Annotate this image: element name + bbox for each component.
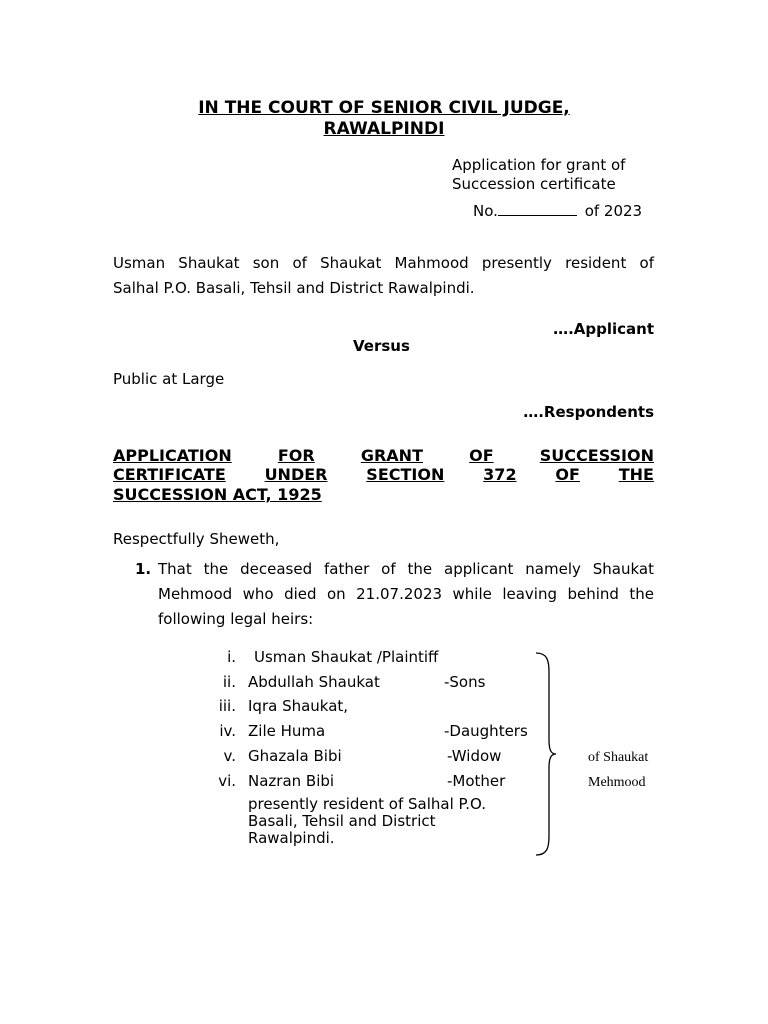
residence-line3: Rawalpindi. — [248, 829, 335, 847]
application-type-line2: Succession certificate — [452, 175, 616, 193]
heirs-residence — [248, 796, 486, 847]
heading-line2-word: 372 — [483, 465, 517, 484]
court-title-line1: IN THE COURT OF SENIOR CIVIL JUDGE, — [198, 98, 570, 118]
paragraph-1 — [158, 557, 654, 632]
salutation: Respectfully Sheweth, — [113, 530, 280, 548]
paragraph-1-line1: That the deceased father of the applicant namely Shaukat — [158, 560, 654, 578]
bracket-note-line2: Mehmood — [588, 775, 646, 790]
applicant-line1: Usman Shaukat son of Shaukat Mahmood presently resident of — [113, 254, 654, 272]
paragraph-1-line3: following legal heirs: — [158, 610, 314, 628]
residence-line2: Basali, Tehsil and District — [248, 812, 436, 830]
applicant-description — [113, 251, 654, 301]
heir-numeral: iii. — [218, 697, 236, 715]
list-item — [0, 747, 768, 767]
applicant-role: ….Applicant — [553, 320, 654, 338]
paragraph-1-line2: Mehmood who died on 21.07.2023 while leaving behind the — [158, 585, 654, 603]
court-title-line2: RAWALPINDI — [323, 119, 445, 139]
heading-line2 — [113, 465, 654, 484]
heir-role: -Widow — [447, 747, 502, 765]
application-type-line1: Application for grant of — [452, 156, 626, 174]
heir-numeral: v. — [223, 747, 236, 765]
heading-line2-word: THE — [618, 465, 654, 484]
bracket-note-line1: of Shaukat — [588, 750, 649, 765]
versus-label: Versus — [353, 337, 410, 355]
heir-numeral: vi. — [218, 772, 236, 790]
heir-name: Nazran Bibi — [248, 772, 335, 790]
heir-numeral: iv. — [219, 722, 236, 740]
list-item — [0, 722, 768, 742]
heir-numeral: i. — [227, 648, 236, 666]
case-year: of 2023 — [584, 202, 643, 220]
heir-name: Abdullah Shaukat — [248, 673, 380, 691]
heading-line1-word: FOR — [277, 446, 315, 465]
heir-name: Zile Huma — [248, 722, 326, 740]
heir-role: -Daughters — [444, 722, 528, 740]
heading-line3: SUCCESSION ACT, 1925 — [113, 485, 322, 504]
heir-name: Usman Shaukat /Plaintiff — [254, 648, 439, 666]
heading-line2-word: UNDER — [264, 465, 328, 484]
heading-line1-word: SUCCESSION — [539, 446, 654, 465]
heading-line2-word: SECTION — [366, 465, 445, 484]
heading-line1-word: GRANT — [360, 446, 423, 465]
heir-name: Iqra Shaukat, — [248, 697, 349, 715]
heir-role: -Mother — [447, 772, 506, 790]
heading-line1 — [113, 446, 654, 465]
heir-name: Ghazala Bibi — [248, 747, 342, 765]
heading-line2-word: CERTIFICATE — [113, 465, 226, 484]
respondent-name: Public at Large — [113, 370, 225, 388]
case-number-label: No. — [473, 202, 498, 220]
applicant-line2: Salhal P.O. Basali, Tehsil and District Rawalpindi. — [113, 279, 475, 297]
residence-line1: presently resident of Salhal P.O. — [248, 795, 486, 813]
list-item — [0, 697, 768, 717]
curly-brace-icon — [533, 650, 559, 858]
heading-line1-word: APPLICATION — [113, 446, 232, 465]
paragraph-number: 1. — [135, 560, 152, 578]
case-number — [473, 201, 642, 220]
heading-line2-word: OF — [555, 465, 580, 484]
list-item — [0, 772, 768, 792]
heir-numeral: ii. — [222, 673, 236, 691]
heading-line1-word: OF — [469, 446, 494, 465]
list-item — [0, 648, 768, 668]
case-number-blank — [498, 201, 577, 216]
list-item — [0, 673, 768, 693]
heir-role: -Sons — [444, 673, 486, 691]
respondent-role: ….Respondents — [523, 403, 654, 421]
